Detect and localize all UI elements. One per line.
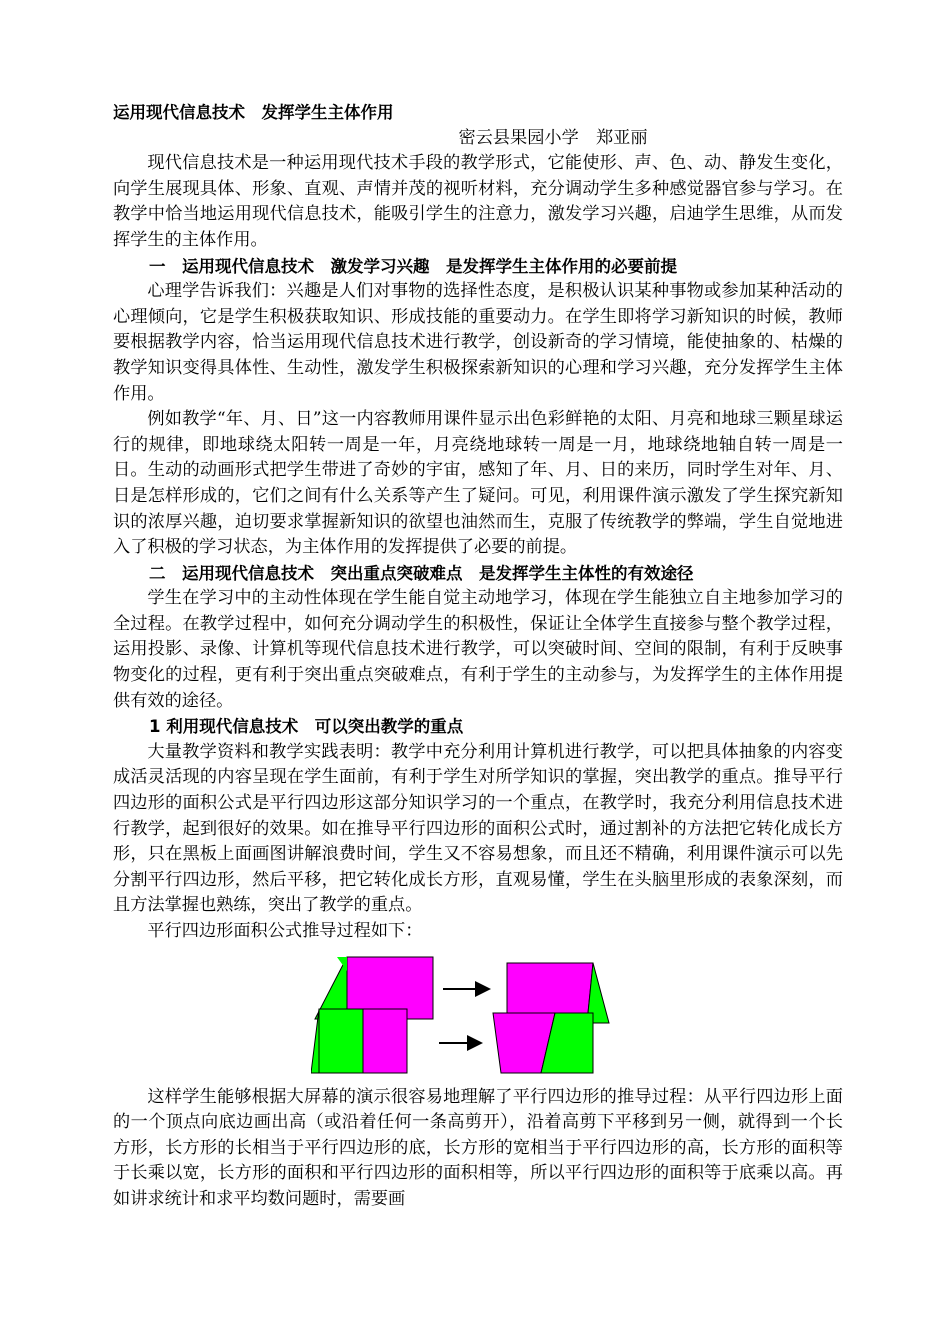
- section-2-heading: 二 运用现代信息技术 突出重点突破难点 是发挥学生主体性的有效途径: [149, 563, 694, 583]
- section-1-paragraph-2: 例如教学“年、月、日”这一内容教师用课件显示出色彩鲜艳的太阳、月亮和地球三颗星球运行的规律，即地球绕太阳转一周是一年，月亮绕地球转一周是一月，地球绕地轴自转一周是一日。生动的动画形式把学生带进了奇妙的宇宙，感知了年、月、日的来历，同时学生对年、月、日是怎样形成的，它们之间有什么关系等产生了疑问。可见，利用课件演示激发了学生探究新知识的浓厚兴趣，迫切要求掌握新知识的欲望也油然而生，克服了传统教学的弊端，学生自觉地进入了积极的学习状态，为主体作用的发挥提供了必要的前提。: [113, 409, 843, 558]
- parallelogram-derivation-figure: [311, 955, 611, 1075]
- subsection-1-paragraph-1: 大量教学资料和教学实践表明：教学中充分利用计算机进行教学，可以把具体抽象的内容变成活灵活现的内容呈现在学生面前，有利于学生对所学知识的掌握，突出教学的重点。推导平行四边形的面积公式是平行四边形这部分知识学习的一个重点，在教学时，我充分利用信息技术进行教学，起到很好的效果。如在推导平行四边形的面积公式时，通过割补的方法把它转化成长方形，只在黑板上面画图讲解浪费时间，学生又不容易想象，而且还不精确，利用课件演示可以先分割平行四边形，然后平移，把它转化成长方形，直观易懂，学生在头脑里形成的表象深刻，而且方法掌握也熟练，突出了教学的重点。: [113, 741, 843, 916]
- green-rect-part: [319, 1009, 363, 1073]
- parallelogram-diagram: [311, 955, 611, 1075]
- bottom-right-parallelogram: [493, 1013, 593, 1073]
- section-1-heading: 一 运用现代信息技术 激发学习兴趣 是发挥学生主体作用的必要前提: [149, 256, 677, 276]
- section-2-paragraph-1: 学生在学习中的主动性体现在学生能自觉主动地学习，体现在学生能独立自主地参加学习的全过程。在教学过程中，如何充分调动学生的积极性，保证让全体学生直接参与整个教学过程，运用投影、录像、计算机等现代信息技术进行教学，可以突破时间、空间的限制，有利于反映事物变化的过程，更有利于突出重点突破难点，有利于学生的主动参与，为发挥学生的主体作用提供有效的途径。: [113, 588, 843, 711]
- document-page: [113, 100, 843, 1213]
- section-1-paragraph-1: 心理学告诉我们：兴趣是人们对事物的选择性态度，是积极认识某种事物或参加某种活动的心理倾向，它是学生积极获取知识、形成技能的重要动力。在学生即将学习新知识的时候，教师要根据教学内容，恰当运用现代信息技术进行教学，创设新奇的学习情境，能使抽象的、枯燥的教学知识变得具体性、生动性，激发学生积极探索新知识的心理和学习兴趣，充分发挥学生主体作用。: [113, 281, 843, 404]
- intro-paragraph: 现代信息技术是一种运用现代技术手段的教学形式，它能使形、声、色、动、静发生变化，向学生展现具体、形象、直观、声情并茂的视听材料，充分调动学生多种感觉器官参与学习。在教学中恰当地运用现代信息技术，能吸引学生的注意力，激发学习兴趣，启迪学生思维，从而发挥学生的主体作用。: [113, 153, 843, 250]
- bottom-left-rectangle: [311, 1009, 407, 1073]
- subsection-1-heading: 1 利用现代信息技术 可以突出教学的重点: [149, 717, 464, 737]
- subsection-1-paragraph-2: 平行四边形面积公式推导过程如下：: [147, 921, 423, 941]
- author-line: 密云县果园小学 郑亚丽: [458, 127, 648, 148]
- magenta-rect-part: [363, 1009, 407, 1073]
- subsection-1-paragraph-3: 这样学生能够根据大屏幕的演示很容易地理解了平行四边形的推导过程：从平行四边形上面的一个顶点向底边画出高（或沿着任何一条高剪开），沿着高剪下平移到另一侧，就得到一个长方形，长方形的长相当于平行四边形的底，长方形的宽相当于平行四边形的高，长方形的面积等于长乘以宽，长方形的面积和平行四边形的面积相等，所以平行四边形的面积等于底乘以高。再如讲求统计和求平均数问题时，需要画: [113, 1086, 843, 1209]
- document-title: 运用现代信息技术 发挥学生主体作用: [113, 103, 394, 122]
